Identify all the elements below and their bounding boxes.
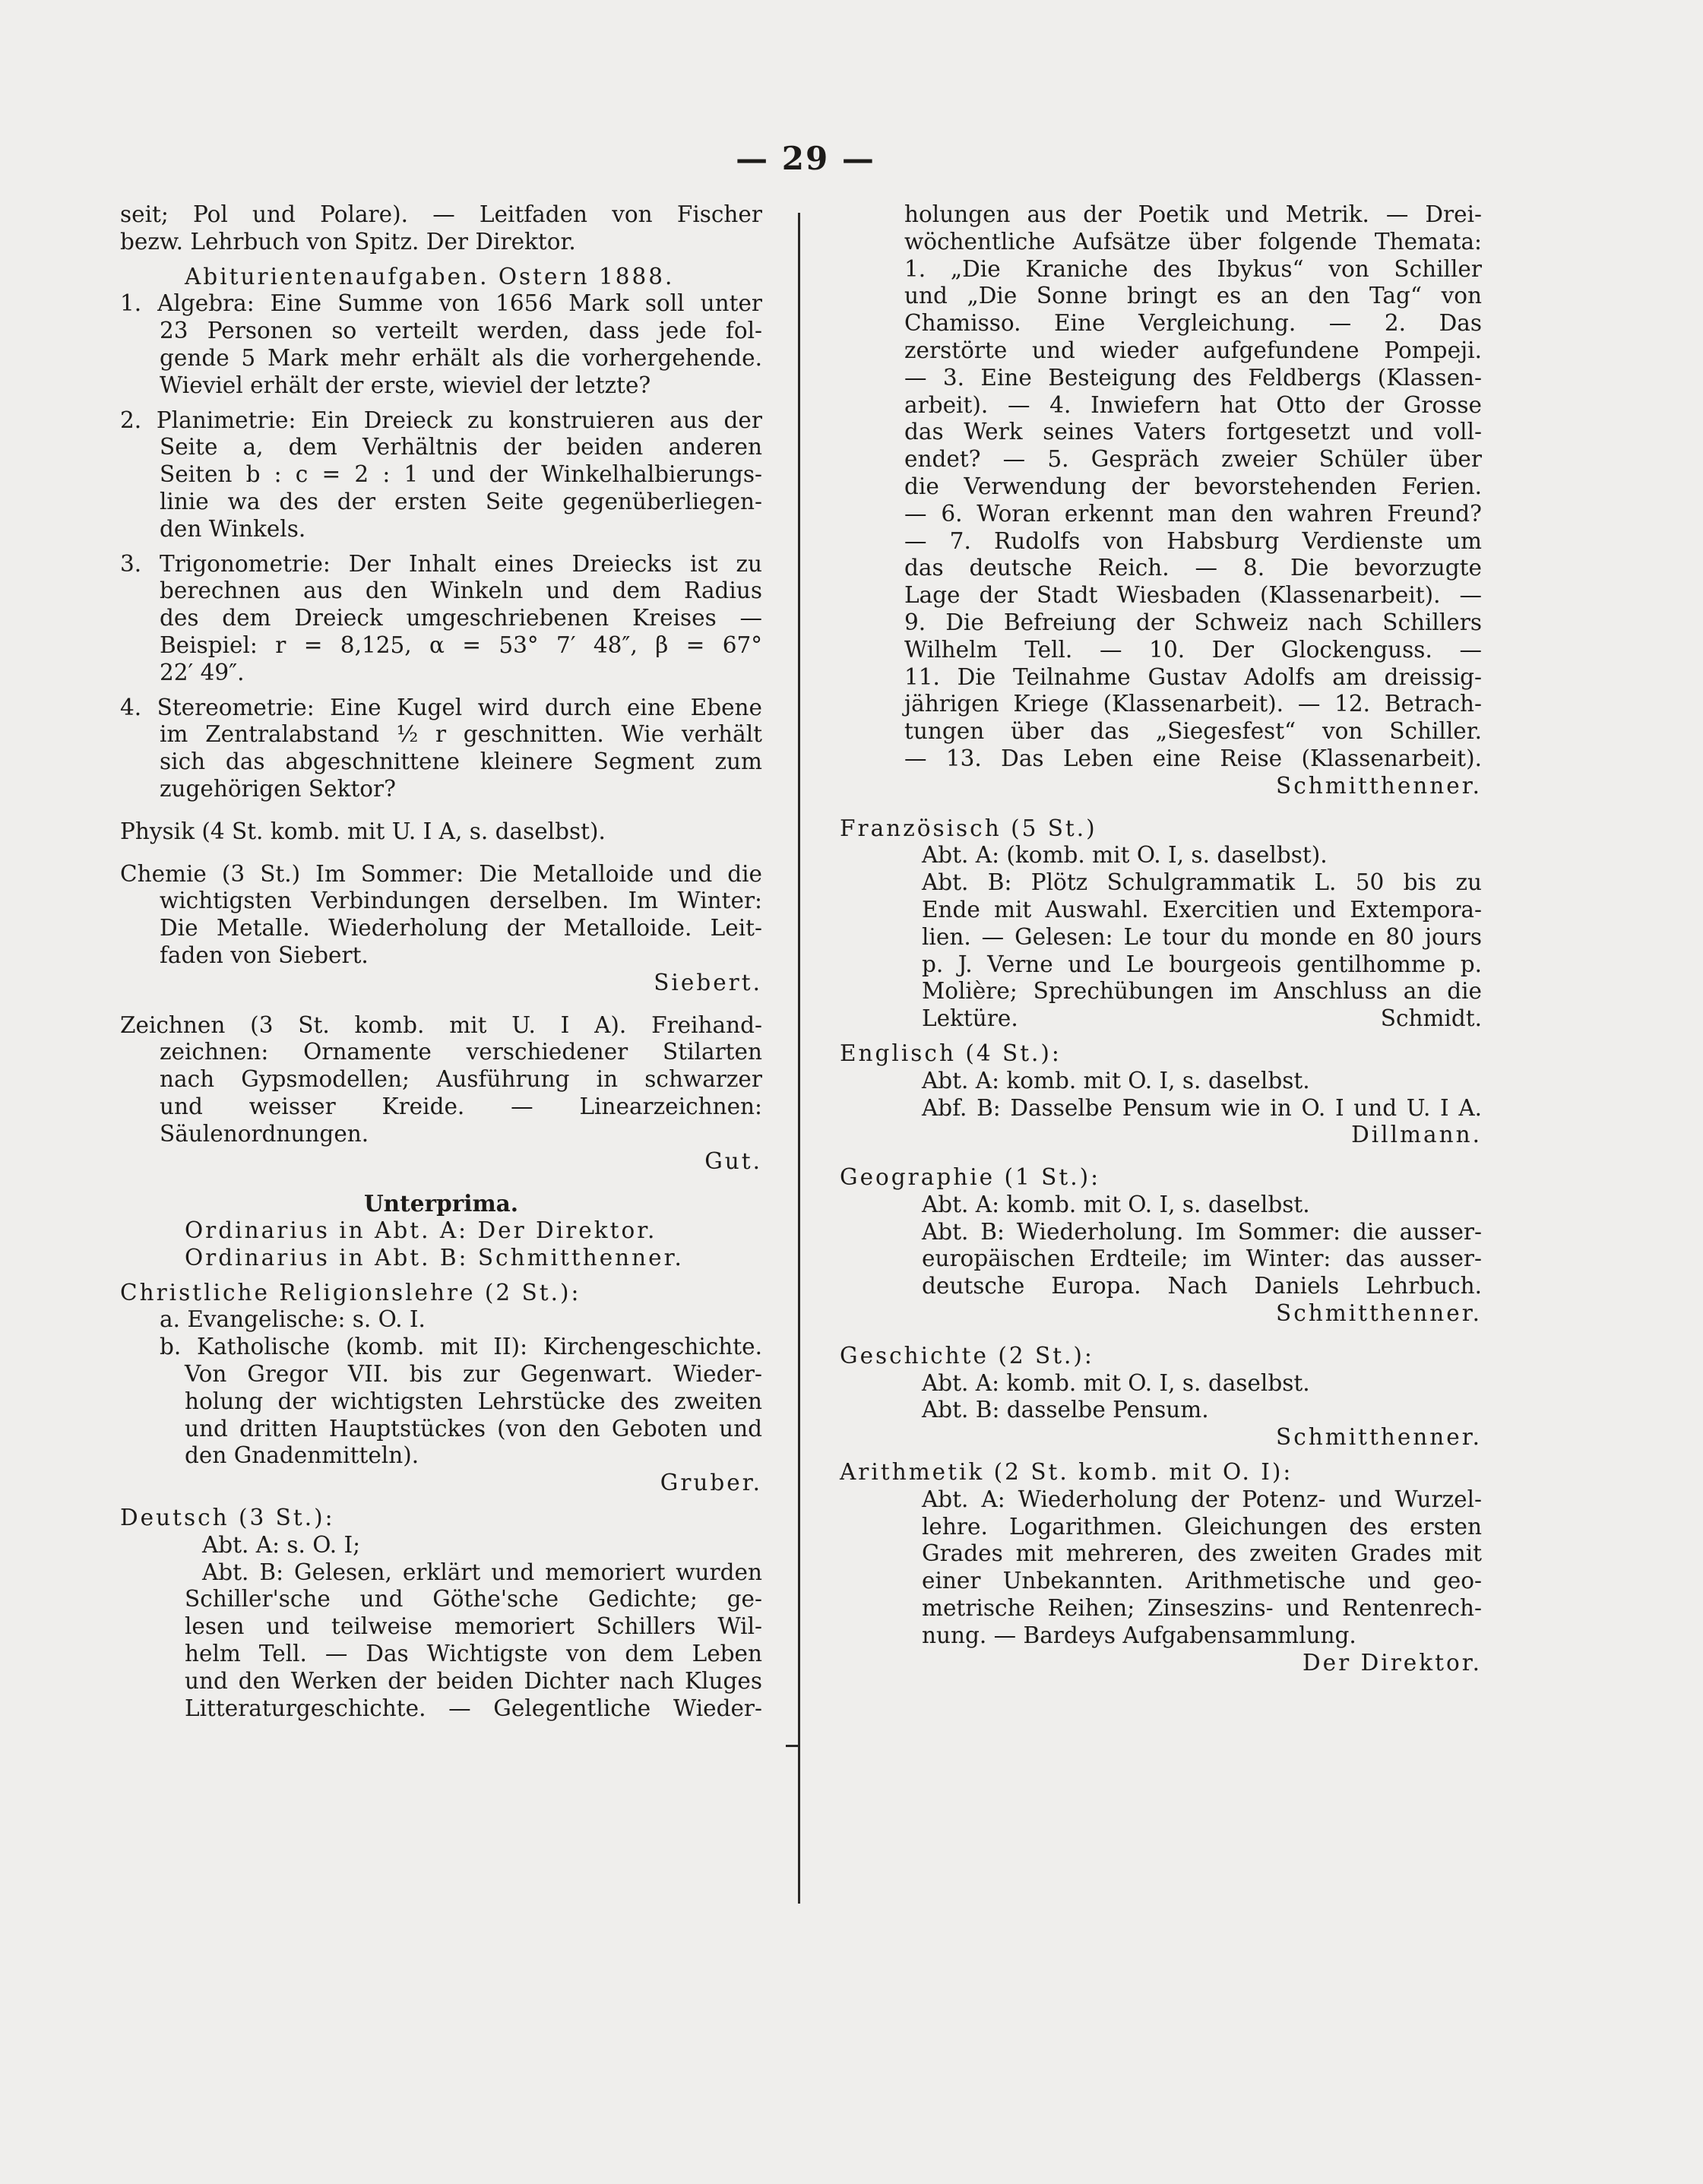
text-line: linie wa des der ersten Seite gegenüberliegen- <box>160 488 762 514</box>
text-line: Abt. A: komb. mit O. I, s. daselbst. <box>922 1067 1310 1094</box>
text-line: 1. „Die Kraniche des Ibykus“ von Schiller <box>904 255 1482 282</box>
text-line: Abt. A: (komb. mit O. I, s. daselbst). <box>922 842 1328 869</box>
text-line: 22′ 49″. <box>160 659 245 685</box>
text-line: Zeichnen (3 St. komb. mit U. I A). Freihand- <box>120 1011 762 1038</box>
text-line: Geschichte (2 St.): <box>840 1342 1094 1369</box>
right-column <box>840 201 1482 1676</box>
text-line: wöchentliche Aufsätze über folgende Themata: <box>904 228 1482 255</box>
text-line: Deutsch (3 St.): <box>120 1505 335 1531</box>
text-line: Der Direktor. <box>1303 1649 1482 1676</box>
text-line: 1. Algebra: Eine Summe von 1656 Mark soll unter <box>120 290 762 317</box>
spacer <box>840 1149 1482 1164</box>
text-line: faden von Siebert. <box>160 942 369 968</box>
text-line: die Verwendung der bevorstehenden Ferien. <box>904 473 1482 499</box>
text-line: Grades mit mehreren, des zweiten Grades mit <box>922 1540 1482 1567</box>
text-line: Abt. A: komb. mit O. I, s. daselbst. <box>922 1191 1310 1217</box>
text-line: Unterprima. <box>363 1190 519 1217</box>
text-line: — 13. Das Leben eine Reise (Klassenarbeit). <box>904 745 1482 771</box>
text-line: Lektüre. Schmidt. <box>922 1005 1482 1032</box>
text-line: Ende mit Auswahl. Exercitien und Extempora- <box>922 896 1482 923</box>
text-line: den Winkels. <box>160 515 306 542</box>
text-line: Molière; Sprechübungen im Anschluss an die <box>922 978 1482 1005</box>
text-line: helm Tell. — Das Wichtigste von dem Leben <box>185 1641 762 1667</box>
spacer <box>840 1033 1482 1040</box>
spacer <box>120 687 762 695</box>
text-line: lien. — Gelesen: Le tour du monde en 80 jours <box>922 923 1482 950</box>
text-line: das Werk seines Vaters fortgesetzt und voll- <box>904 419 1482 445</box>
text-line: Abf. B: Dasselbe Pensum wie in O. I und U. I A. <box>922 1094 1482 1121</box>
spacer <box>120 997 762 1012</box>
text-line: Von Gregor VII. bis zur Gegenwart. Wieder- <box>185 1361 762 1388</box>
text-line: Beispiel: r = 8,125, α = 53° 7′ 48″, β = 67° <box>160 631 762 658</box>
text-line: zeichnen: Ornamente verschiedener Stilarten <box>160 1039 762 1065</box>
spacer <box>120 1497 762 1505</box>
text-line: — 3. Eine Besteigung des Feldbergs (Klassen- <box>904 364 1482 391</box>
text-line: Englisch (4 St.): <box>840 1040 1062 1066</box>
text-line: Schmitthenner. <box>1276 1300 1482 1327</box>
text-line: Französisch (5 St.) <box>840 815 1097 841</box>
spacer <box>120 256 762 264</box>
text-line: Abt. A: komb. mit O. I, s. daselbst. <box>922 1369 1310 1396</box>
text-line: Die Metalle. Wiederholung der Metalloide. Leit- <box>160 915 762 942</box>
text-line: lesen und teilweise memoriert Schillers Wil- <box>185 1613 762 1640</box>
text-line: Seite a, dem Verhältnis der beiden anderen <box>160 434 762 461</box>
spacer <box>120 400 762 407</box>
left-column <box>120 201 762 1722</box>
text-line: Geographie (1 St.): <box>840 1164 1101 1191</box>
text-line: deutsche Europa. Nach Daniels Lehrbuch. <box>922 1273 1482 1299</box>
text-line: Physik (4 St. komb. mit U. I A, s. daselbst). <box>120 818 606 844</box>
text-line: Abt. B: Plötz Schulgrammatik L. 50 bis zu <box>922 869 1482 896</box>
text-line: Abt. B: Gelesen, erklärt und memoriert wurden <box>202 1559 762 1585</box>
text-line: Abt. A: s. O. I; <box>202 1531 361 1558</box>
text-line: einer Unbekannten. Arithmetische und geo- <box>922 1568 1482 1594</box>
text-line: Seiten b : c = 2 : 1 und der Winkelhalbierungs- <box>160 461 762 488</box>
spacer <box>840 800 1482 815</box>
spacer <box>840 1328 1482 1343</box>
text-line: sich das abgeschnittene kleinere Segment zum <box>160 749 762 775</box>
text-line: Dillmann. <box>1351 1122 1482 1148</box>
text-line: zugehörigen Sektor? <box>160 775 396 802</box>
divider-tick-mark <box>786 1745 799 1747</box>
text-line: europäischen Erdteile; im Winter: das ausser- <box>922 1246 1482 1272</box>
text-line: Siebert. <box>654 969 762 995</box>
text-line: Abt. A: Wiederholung der Potenz- und Wurzel- <box>922 1486 1482 1512</box>
text-line: arbeit). — 4. Inwiefern hat Otto der Grosse <box>904 391 1482 418</box>
text-line: Ordinarius in Abt. A: Der Direktor. <box>185 1217 657 1244</box>
text-line: 11. Die Teilnahme Gustav Adolfs am dreissig- <box>904 663 1482 690</box>
text-line: 9. Die Befreiung der Schweiz nach Schillers <box>904 609 1482 635</box>
text-line: — 6. Woran erkennt man den wahren Freund? <box>904 500 1482 527</box>
text-line: des dem Dreieck umgeschriebenen Kreises — <box>160 605 762 631</box>
text-line: Abiturientenaufgaben. Ostern 1888. <box>185 263 675 290</box>
spacer <box>840 1451 1482 1459</box>
text-line: berechnen aus den Winkeln und dem Radius <box>160 578 762 604</box>
text-line: jährigen Kriege (Klassenarbeit). — 12. Betrach- <box>904 691 1482 717</box>
spacer <box>120 543 762 551</box>
text-line: Wieviel erhält der erste, wieviel der letzte? <box>160 372 651 398</box>
spacer <box>120 803 762 818</box>
text-line: den Gnadenmitteln). <box>185 1442 419 1469</box>
text-line: 3. Trigonometrie: Der Inhalt eines Dreiecks ist zu <box>120 550 762 577</box>
text-line: Schmitthenner. <box>1276 772 1482 799</box>
text-line: Säulenordnungen. <box>160 1120 369 1147</box>
text-line: holung der wichtigsten Lehrstücke des zweiten <box>185 1388 762 1414</box>
text-line: und den Werken der beiden Dichter nach Kluges <box>185 1667 762 1694</box>
text-line: gende 5 Mark mehr erhält als die vorhergehende. <box>160 344 762 371</box>
text-line: und „Die Sonne bringt es an den Tag“ von <box>904 283 1482 309</box>
spacer <box>120 846 762 861</box>
text-line: b. Katholische (komb. mit II): Kirchengeschichte. <box>160 1334 762 1360</box>
text-line: nach Gypsmodellen; Ausführung in schwarzer <box>160 1066 762 1093</box>
text-line: Gruber. <box>660 1470 762 1496</box>
text-line: bezw. Lehrbuch von Spitz. Der Direktor. <box>120 228 576 255</box>
spacer <box>120 1272 762 1280</box>
text-line: Lage der Stadt Wiesbaden (Klassenarbeit). — <box>904 582 1482 609</box>
text-line: Wilhelm Tell. — 10. Der Glockenguss. — <box>904 636 1482 663</box>
text-line: zerstörte und wieder aufgefundene Pompeji. <box>904 337 1482 363</box>
text-line: Abt. B: dasselbe Pensum. <box>922 1397 1209 1423</box>
text-line: 23 Personen so verteilt werden, dass jede fol- <box>160 318 762 344</box>
text-line: endet? — 5. Gespräch zweier Schüler über <box>904 446 1482 473</box>
text-line: 2. Planimetrie: Ein Dreieck zu konstruieren aus der <box>120 407 762 433</box>
text-line: wichtigsten Verbindungen derselben. Im Winter: <box>160 888 762 914</box>
text-line: Litteraturgeschichte. — Gelegentliche Wieder- <box>185 1695 762 1721</box>
text-line: nung. — Bardeys Aufgabensammlung. <box>922 1622 1356 1648</box>
text-line: Chamisso. Eine Vergleichung. — 2. Das <box>904 310 1482 337</box>
text-line: Ordinarius in Abt. B: Schmitthenner. <box>185 1244 684 1271</box>
text-line: a. Evangelische: s. O. I. <box>160 1306 426 1333</box>
text-line: Chemie (3 St.) Im Sommer: Die Metalloide und die <box>120 860 762 887</box>
text-line: holungen aus der Poetik und Metrik. — Drei- <box>904 201 1482 227</box>
text-line: seit; Pol und Polare). — Leitfaden von Fischer <box>120 201 762 227</box>
text-line: das deutsche Reich. — 8. Die bevorzugte <box>904 555 1482 581</box>
text-line: p. J. Verne und Le bourgeois gentilhomme p. <box>922 951 1482 977</box>
page-number: — 29 — <box>736 140 875 177</box>
text-line: und dritten Hauptstückes (von den Geboten und <box>185 1415 762 1442</box>
text-line: 4. Stereometrie: Eine Kugel wird durch eine Ebene <box>120 694 762 720</box>
text-line: und weisser Kreide. — Linearzeichnen: <box>160 1093 762 1119</box>
text-line: — 7. Rudolfs von Habsburg Verdienste um <box>904 527 1482 554</box>
text-line: Schiller'sche und Göthe'sche Gedichte; ge- <box>185 1586 762 1613</box>
text-line: metrische Reihen; Zinseszins- und Rentenrech- <box>922 1595 1482 1622</box>
text-line: Schmitthenner. <box>1276 1424 1482 1451</box>
text-line: tungen über das „Siegesfest“ von Schiller. <box>904 718 1482 745</box>
text-line: Arithmetik (2 St. komb. mit O. I): <box>840 1459 1293 1486</box>
text-line: Abt. B: Wiederholung. Im Sommer: die ausser- <box>922 1218 1482 1245</box>
text-line: im Zentralabstand ½ r geschnitten. Wie verhält <box>160 721 762 748</box>
text-line: Christliche Religionslehre (2 St.): <box>120 1279 581 1306</box>
spacer <box>120 1175 762 1190</box>
column-divider <box>798 213 800 1904</box>
text-line: Gut. <box>704 1147 762 1174</box>
text-line: lehre. Logarithmen. Gleichungen des ersten <box>922 1513 1482 1540</box>
